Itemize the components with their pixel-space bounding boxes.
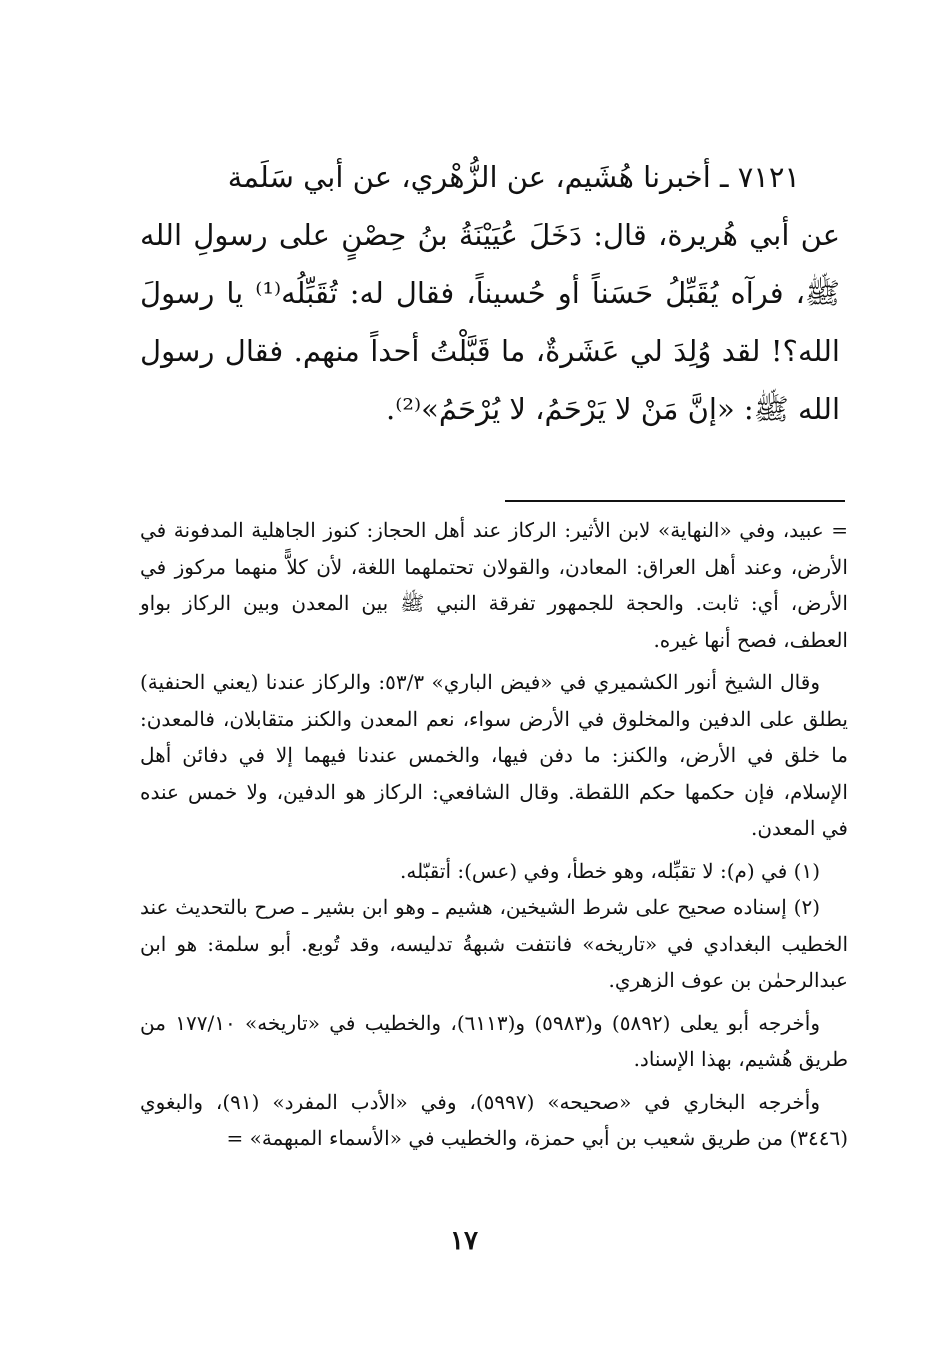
hadith-chain-line: ٧١٢١ ـ أخبرنا هُشَيم، عن الزُّهْري، عن أبي سَلَمة xyxy=(227,160,800,194)
footnotes xyxy=(140,512,848,1157)
footnote-2: (٢) إسناده صحيح على شرط الشيخين، هشيم ـ وهو ابن بشير ـ صرح بالتحديث عند الخطيب البغدادي في «تاريخه» فانتفت شبهةُ تدليسه، وقد تُوبع. أبو سلمة: هو ابن عبدالرحمٰن بن عوف الزهري. xyxy=(140,895,848,992)
hadith-body: عن أبي هُريرة، قال: دَخَلَ عُيَيْنَةُ بنُ حِصْنٍ على رسولِ الله ﷺ، فرآه يُقَبِّلُ حَسَناً أو حُسيناً، فقال له: تُقَبِّلُه⁽¹⁾ يا رسولَ الله؟! لقد وُلِدَ لي عَشَرةٌ، ما قَبَّلْتُ أحداً منهم. فقال رسول الله ﷺ: «إنَّ مَنْ لا يَرْحَمُ، لا يُرْحَمُ»⁽²⁾. xyxy=(140,218,840,426)
hadith-text xyxy=(140,148,840,438)
page-number: ١٧ xyxy=(450,1226,478,1256)
footnote-1: (١) في (م): لا تقبِّله، وهو خطأ، وفي (عس): أتقبّله. xyxy=(400,858,820,883)
footnote-separator xyxy=(505,500,845,502)
footnote-continuation: = عبيد، وفي «النهاية» لابن الأثير: الركاز عند أهل الحجاز: كنوز الجاهلية المدفونة في الأرض، وعند أهل العراق: المعادن، والقولان تحتملهما اللغة، لأن كلاًّ منهما مركوز في الأرض، أي: ثابت. والحجة للجمهور تفرقة النبي ﷺ بين المعدن وبين الركاز بواو العطف، فصح أنها غيره. xyxy=(140,518,848,652)
footnote-2-takhrij-1: وأخرجه أبو يعلى (٥٨٩٢) و(٥٩٨٣) و(٦١١٣)، والخطيب في «تاريخه» ١٧٧/١٠ من طريق هُشيم، بهذا الإسناد. xyxy=(140,1010,848,1071)
footnote-kashmiri-quote: وقال الشيخ أنور الكشميري في «فيض الباري» ٥٣/٣: والركاز عندنا (يعني الحنفية) يطلق على الدفين والمخلوق في الأرض سواء، نعم المعدن والكنز متقابلان، فالمعدن: ما خلق في الأرض، والكنز: ما دفن فيها، والخمس عندنا فيهما إلا في دفائن أهل الإسلام، فإن حكمها حكم اللقطة. وقال الشافعي: الركاز هو الدفين، ولا خمس عنده في المعدن. xyxy=(140,670,849,840)
footnote-2-takhrij-2: وأخرجه البخاري في «صحيحه» (٥٩٩٧)، وفي «الأدب المفرد» (٩١)، والبغوي (٣٤٤٦) من طريق شعيب بن أبي حمزة، والخطيب في «الأسماء المبهمة» = xyxy=(140,1089,848,1150)
